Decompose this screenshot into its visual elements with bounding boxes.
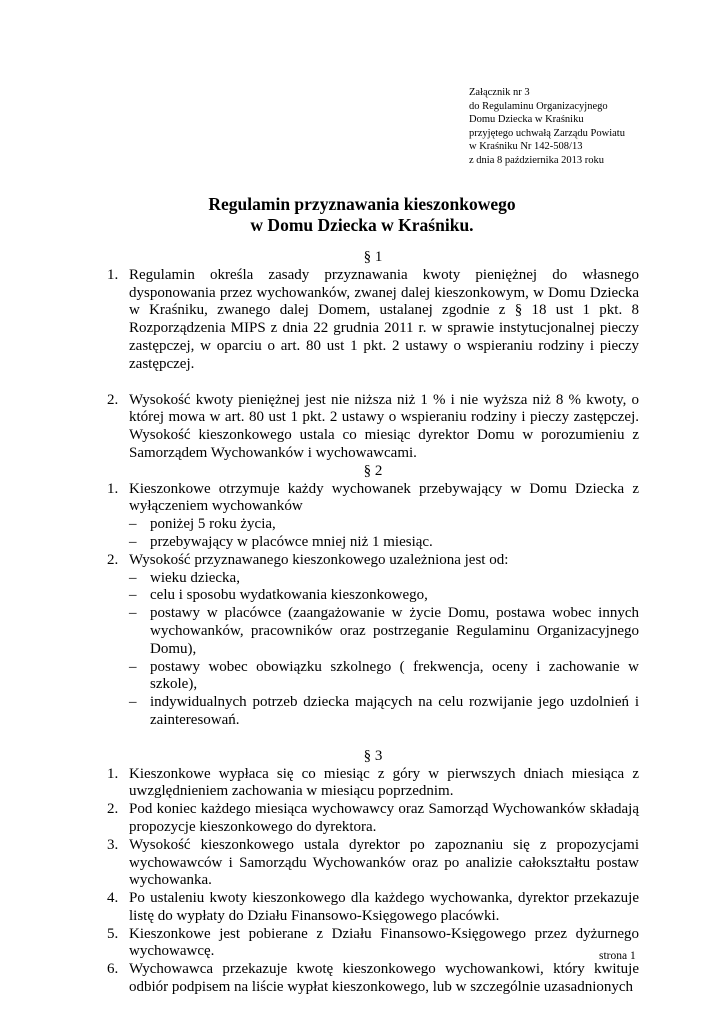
spacer — [107, 374, 639, 392]
bullet-text: postawy w placówce (zaangażowanie w życie Domu, postawa wobec innych wychowanków, pracowników oraz postrzeganie Regulaminu Organizacyjnego Domu), — [150, 605, 639, 657]
bullet-text: celu i sposobu wydatkowania kieszonkowego, — [150, 587, 428, 604]
item-number: 5. — [107, 925, 119, 942]
bullet-item — [129, 694, 639, 730]
bullet-item — [129, 605, 639, 658]
item-number: 1. — [107, 266, 119, 283]
page-number: strona 1 — [599, 950, 636, 962]
list-item — [107, 267, 639, 374]
item-number: 1. — [107, 480, 119, 497]
item-number: 2. — [107, 551, 119, 568]
item-number: 6. — [107, 961, 119, 978]
item-number: 1. — [107, 765, 119, 782]
list-item — [107, 926, 639, 962]
list-item — [107, 392, 639, 463]
bullet-text: indywidualnych potrzeb dziecka mających na celu rozwijanie jego uzdolnień i zainteresowań. — [150, 694, 639, 728]
section-heading-2: § 2 — [363, 462, 383, 479]
annex-line: do Regulaminu Organizacyjnego — [469, 100, 608, 112]
dash-bullet: – — [129, 605, 137, 622]
annex-header — [469, 86, 709, 167]
list-item — [107, 801, 639, 837]
list-item — [107, 961, 639, 997]
annex-line: z dnia 8 października 2013 roku — [469, 154, 604, 166]
document-body — [107, 249, 639, 997]
bullet-text: poniżej 5 roku życia, — [150, 516, 276, 533]
dash-bullet: – — [129, 587, 137, 604]
dash-bullet: – — [129, 658, 137, 675]
bullet-item — [129, 587, 639, 605]
item-text: Wysokość kwoty pieniężnej jest nie niższa niż 1 % i nie wyższa niż 8 % kwoty, o której mowa w art. 80 ust 1 pkt. 2 ustawy o wspieraniu rodziny i pieczy zastępczej. Wysokość kieszonkowego ustala co miesiąc dyrektor Domu w porozumieniu z Samorządem Wychowanków i wychowawcami. — [129, 391, 639, 461]
item-text: Regulamin określa zasady przyznawania kwoty pieniężnej do własnego dysponowania przez wychowanków, zwanej dalej kieszonkowym, w Domu Dziecka w Kraśniku, zwanego dalej Domem, ustalanej zgodnie z § 18 ust 1 pkt. 8 Rozporządzenia MIPS z dnia 22 grudnia 2011 r. w sprawie instytucjonalnej pieczy zastępczej, w oparciu o art. 80 ust 1 pkt. 2 ustawy o wspieraniu rodziny i pieczy zastępczej. — [129, 266, 639, 372]
item-text: Po ustaleniu kwoty kieszonkowego dla każdego wychowanka, dyrektor przekazuje listę do wypłaty do Działu Finansowo-Księgowego placówki. — [129, 890, 639, 924]
item-text: Wychowawca przekazuje kwotę kieszonkowego wychowankowi, który kwituje odbiór podpisem na liście wypłat kieszonkowego, lub w szczególnie uzasadnionych — [129, 961, 639, 996]
item-text: Pod koniec każdego miesiąca wychowawcy oraz Samorząd Wychowanków składają propozycje kieszonkowego do dyrektora. — [129, 801, 639, 835]
bullet-text: postawy wobec obowiązku szkolnego ( frekwencja, oceny i zachowanie w szkole), — [150, 658, 639, 693]
section-heading-3: § 3 — [363, 747, 383, 764]
bullet-item — [129, 534, 639, 552]
annex-line: w Kraśniku Nr 142-508/13 — [469, 141, 583, 152]
dash-bullet: – — [129, 516, 137, 533]
title-line-1: Regulamin przyznawania kieszonkowego — [208, 194, 516, 214]
document-title — [0, 194, 724, 236]
dash-bullet: – — [129, 694, 137, 711]
item-number: 4. — [107, 890, 119, 907]
bullet-text: wieku dziecka, — [150, 569, 240, 586]
spacer — [107, 730, 639, 748]
bullet-item — [129, 659, 639, 695]
list-item — [107, 552, 639, 730]
title-line-2: w Domu Dziecka w Kraśniku. — [250, 215, 474, 235]
bullet-text: przebywający w placówce mniej niż 1 miesiąc. — [150, 533, 433, 550]
item-number: 2. — [107, 801, 119, 818]
item-text: Kieszonkowe otrzymuje każdy wychowanek przebywający w Domu Dziecka z wyłączeniem wychowanków — [129, 480, 639, 515]
annex-line: przyjętego uchwałą Zarządu Powiatu — [469, 127, 625, 139]
item-text: Wysokość kieszonkowego ustala dyrektor po zapoznaniu się z propozycjami wychowawców i Samorządu Wychowanków oraz po analizie całokształtu postaw wychowanka. — [129, 836, 639, 889]
item-number: 2. — [107, 391, 119, 408]
item-text: Kieszonkowe wypłaca się co miesiąc z góry w pierwszych dniach miesiąca z uwzględnieniem zachowania w miesiącu poprzednim. — [129, 765, 639, 800]
annex-line: Domu Dziecka w Kraśniku — [469, 114, 584, 125]
bullet-item — [129, 516, 639, 534]
dash-bullet: – — [129, 533, 137, 550]
list-item — [107, 890, 639, 926]
list-item — [107, 481, 639, 552]
annex-line: Załącznik nr 3 — [469, 87, 530, 98]
list-item — [107, 837, 639, 890]
list-item — [107, 766, 639, 802]
bullet-item — [129, 570, 639, 588]
section-heading-1: § 1 — [363, 249, 383, 265]
item-text: Wysokość przyznawanego kieszonkowego uzależniona jest od: — [129, 551, 509, 568]
dash-bullet: – — [129, 569, 137, 586]
item-text: Kieszonkowe jest pobierane z Działu Finansowo-Księgowego przez dyżurnego wychowawcę. — [129, 925, 639, 960]
item-number: 3. — [107, 836, 119, 853]
